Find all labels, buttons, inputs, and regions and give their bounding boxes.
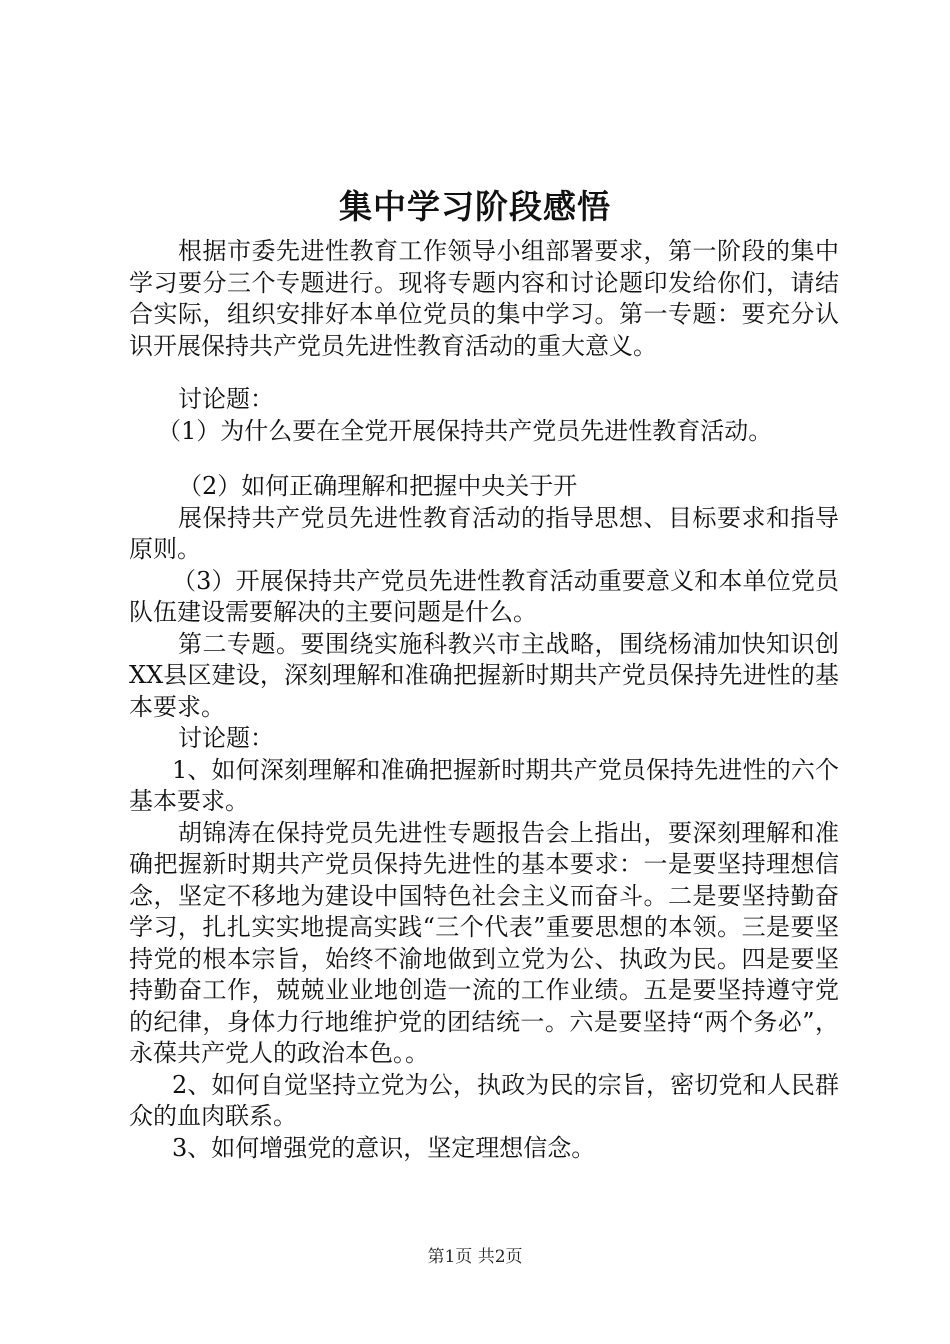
paragraph-question-3: （3）开展保持共产党员先进性教育活动重要意义和本单位党员队伍建设需要解决的主要问题是什么。 [129, 566, 839, 626]
paragraph-discussion-heading-1: 讨论题： [178, 385, 274, 413]
paragraph-question-1: （1）为什么要在全党开展保持共产党员先进性教育活动。 [157, 416, 773, 445]
paragraph-speech: 胡锦涛在保持党员先进性专题报告会上指出，要深刻理解和准确把握新时期共产党员保持先进性的基本要求：一是要坚持理想信念，坚定不移地为建设中国特色社会主义而奋斗。二是要坚持勤奋学习，扎扎实实地提高实践“三个代表”重要思想的本领。三是要坚持党的根本宗旨，始终不渝地做到立党为公、执政为民。四是要坚持勤奋工作，兢兢业业地创造一流的工作业绩。五是要坚持遵守党的纪律，身体力行地维护党的团结统一。六是要坚持“两个务必”，永葆共产党人的政治本色。。 [129, 818, 839, 1067]
paragraph-topic-2: 第二专题。要围绕实施科教兴市主战略，围绕杨浦加快知识创XX县区建设，深刻理解和准确把握新时期共产党员保持先进性的基本要求。 [129, 629, 839, 721]
paragraph-item-2: 2、如何自觉坚持立党为公，执政为民的宗旨，密切党和人民群众的血肉联系。 [129, 1070, 839, 1130]
paragraph-intro: 根据市委先进性教育工作领导小组部署要求，第一阶段的集中学习要分三个专题进行。现将专题内容和讨论题印发给你们，请结合实际，组织安排好本单位党员的集中学习。第一专题：要充分认识开展保持共产党员先进性教育活动的重大意义。 [129, 237, 839, 360]
page-number-footer: 第1页 共2页 [427, 1247, 523, 1267]
paragraph-item-1: 1、如何深刻理解和准确把握新时期共产党员保持先进性的六个基本要求。 [129, 755, 839, 815]
paragraph-question-2-continued: 展保持共产党员先进性教育活动的指导思想、目标要求和指导原则。 [129, 503, 839, 563]
document-title: 集中学习阶段感悟 [339, 187, 611, 226]
paragraph-item-3: 3、如何增强党的意识，坚定理想信念。 [172, 1133, 596, 1162]
paragraph-question-2: （2）如何正确理解和把握中央关于开 [178, 472, 578, 500]
paragraph-discussion-heading-2: 讨论题： [178, 724, 274, 752]
document-body [129, 236, 839, 1164]
